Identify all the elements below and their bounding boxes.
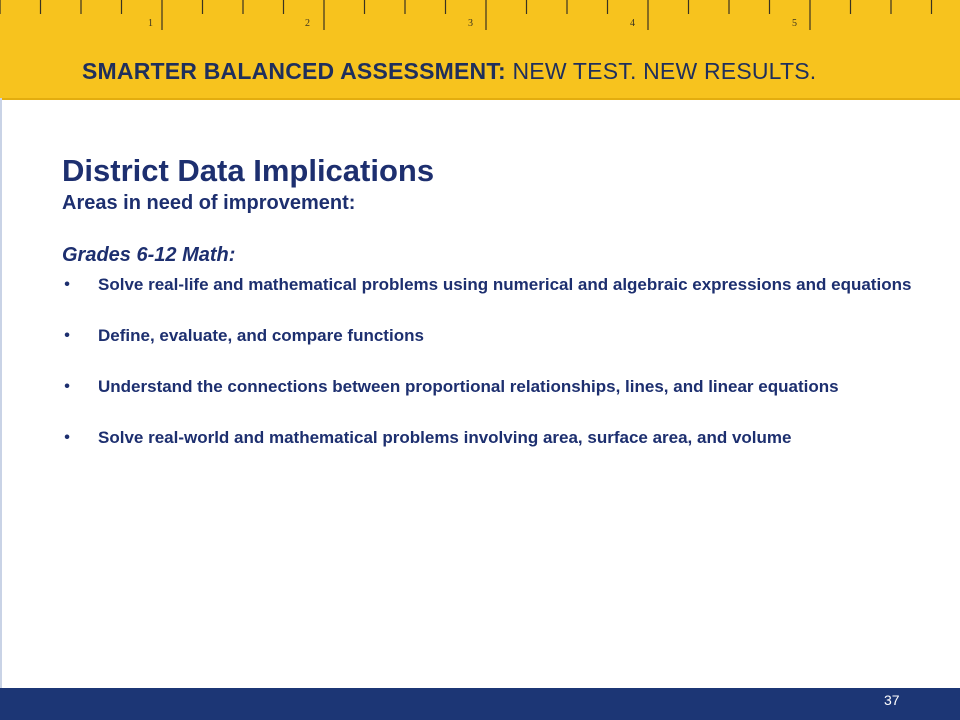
bullet-text: Solve real-life and mathematical problems using numerical and algebraic expressions and equations (98, 275, 912, 294)
bullet-item (62, 425, 922, 450)
header-banner (0, 0, 960, 100)
footer-bar (0, 688, 960, 720)
ruler-number: 5 (792, 18, 797, 29)
bullet-dot-icon: • (64, 429, 70, 446)
bullet-item (62, 272, 922, 297)
ruler-number: 1 (148, 18, 153, 29)
header-title (82, 58, 816, 85)
bullet-text: Solve real-world and mathematical problems involving area, surface area, and volume (98, 428, 792, 447)
slide-content (62, 152, 922, 476)
header-title-rest: NEW TEST. NEW RESULTS. (505, 58, 817, 84)
bullet-dot-icon: • (64, 327, 70, 344)
ruler-number: 4 (630, 18, 635, 29)
section-heading: Grades 6-12 Math: (62, 244, 236, 266)
bullet-text: Define, evaluate, and compare functions (98, 326, 424, 345)
bullet-text: Understand the connections between proportional relationships, lines, and linear equations (98, 377, 839, 396)
bullet-dot-icon: • (64, 276, 70, 293)
page-number: 37 (884, 692, 900, 708)
ruler-number: 2 (305, 18, 310, 29)
left-border (0, 98, 2, 688)
bullet-item (62, 323, 922, 348)
ruler-graphic (0, 0, 960, 40)
bullet-list (62, 272, 922, 450)
ruler-number: 3 (468, 18, 473, 29)
bullet-item (62, 374, 922, 399)
slide-subtitle: Areas in need of improvement: (62, 192, 356, 214)
header-title-bold: SMARTER BALANCED ASSESSMENT: (82, 58, 506, 84)
bullet-dot-icon: • (64, 378, 70, 395)
slide-title: District Data Implications (62, 153, 435, 188)
